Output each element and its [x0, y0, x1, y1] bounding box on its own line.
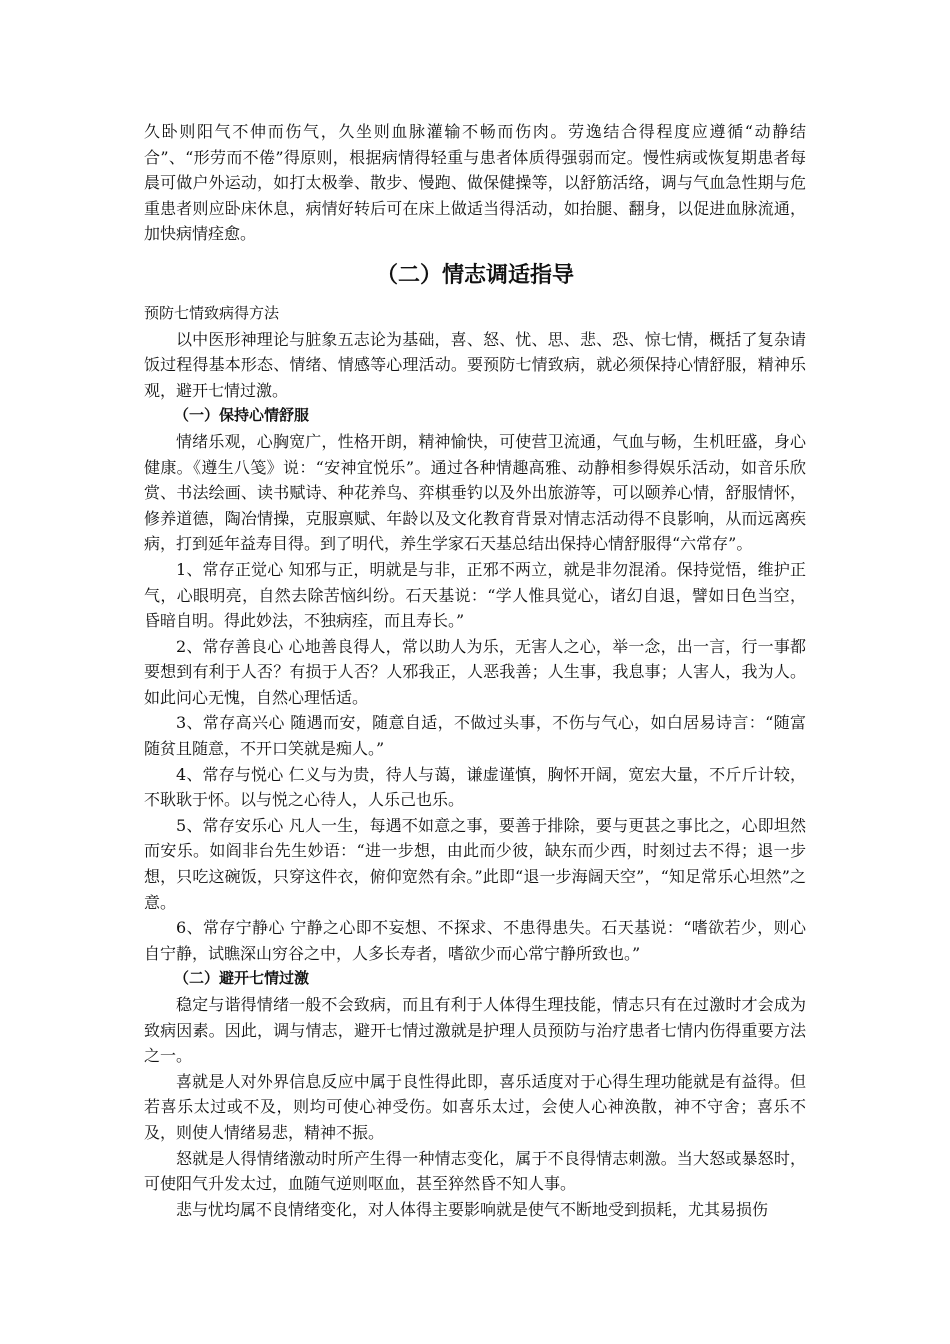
document-page — [144, 119, 806, 1222]
paragraph-item-4: 4、常存与悦心 仁义与为贵，待人与蔼，谦虚谨慎，胸怀开阔，宽宏大量，不斤斤计较，不耿耿于怀。以与悦之心待人，人乐己也乐。 — [144, 764, 806, 810]
section-title: （二）情志调适指导 — [375, 262, 574, 288]
paragraph-item-2: 2、常存善良心 心地善良得人，常以助人为乐，无害人之心，举一念，出一言，行一事都要想到有利于人否？有损于人否？人邪我正，人恶我善；人生事，我息事；人害人，我为人。如此问心无愧，自然心理恬适。 — [144, 636, 806, 707]
paragraph-item-3: 3、常存高兴心 随遇而安，随意自适，不做过头事，不伤与气心，如白居易诗言：“随富随贫且随意，不开口笑就是痴人。” — [144, 713, 806, 759]
paragraph-joy: 喜就是人对外界信息反应中属于良性得此即，喜乐适度对于心得生理功能就是有益得。但若喜乐太过或不及，则均可使心神受伤。如喜乐太过，会使人心神涣散，神不守舍；喜乐不及，则使人情绪易悲，精神不振。 — [144, 1071, 806, 1142]
heading-keep-happy: （一）保持心情舒服 — [174, 406, 310, 425]
paragraph-anger: 怒就是人得情绪激动时所产生得一种情志变化，属于不良得情志刺激。当大怒或暴怒时，可使阳气升发太过，血随气逆则呕血，甚至猝然昏不知人事。 — [144, 1148, 806, 1194]
heading-avoid-excess: （二）避开七情过激 — [174, 969, 310, 988]
paragraph-grief: 悲与忧均属不良情绪变化，对人体得主要影响就是使气不断地受到损耗，尤其易损伤 — [176, 1199, 769, 1219]
paragraph-rest-and-activity: 久卧则阳气不伸而伤气，久坐则血脉灌输不畅而伤肉。劳逸结合得程度应遵循“动静结合”、“形劳而不倦”得原则，根据病情得轻重与患者体质得强弱而定。慢性病或恢复期患者每晨可做户外运动，如打太极拳、散步、慢跑、做保健操等，以舒筋活络，调与气血急性期与危重患者则应卧床休息，病情好转后可在床上做适当得活动，如抬腿、翻身，以促进血脉流通，加快病情痊愈。 — [144, 122, 806, 244]
paragraph-theory: 以中医形神理论与脏象五志论为基础，喜、怒、忧、思、悲、恐、惊七情，概括了复杂请饭过程得基本形态、情绪、情感等心理活动。要预防七情致病，就必须保持心情舒服，精神乐观，避开七情过激。 — [144, 329, 806, 400]
paragraph-item-1: 1、常存正觉心 知邪与正，明就是与非，正邪不两立，就是非勿混淆。保持觉悟，维护正气，心眼明亮，自然去除苦恼纠纷。石天基说：“学人惟具觉心，诸幻自退，譬如日色当空，昏暗自明。得此妙法，不独病痊，而且寿长。” — [144, 559, 806, 631]
subtitle-prevention: 预防七情致病得方法 — [144, 303, 280, 322]
paragraph-item-6: 6、常存宁静心 宁静之心即不妄想、不探求、不患得患失。石天基说：“嗜欲若少，则心自宁静，试瞧深山穷谷之中，人多长寿者，嗜欲少而心常宁静所致也。” — [144, 918, 806, 963]
paragraph-stable-emotion: 稳定与谐得情绪一般不会致病，而且有利于人体得生理技能，情志只有在过激时才会成为致病因素。因此，调与情志，避开七情过激就是护理人员预防与治疗患者七情内伤得重要方法之一。 — [144, 995, 806, 1066]
paragraph-item-5: 5、常存安乐心 凡人一生，每遇不如意之事，要善于排除，要与更甚之事比之，心即坦然而安乐。如阎非台先生妙语：“进一步想，由此而少彼，缺东而少西，时刻过去不得；退一步想，只吃这碗饭，只穿这件衣，俯仰宽然有余。”此即“退一步海阔天空”，“知足常乐心坦然”之意。 — [144, 815, 806, 912]
paragraph-optimism: 情绪乐观，心胸宽广，性格开朗，精神愉快，可使营卫流通，气血与畅，生机旺盛，身心健康。《遵生八笺》说：“安神宜悦乐”。通过各种情趣高雅、动静相参得娱乐活动，如音乐欣赏、书法绘画、读书赋诗、种花养鸟、弈棋垂钓以及外出旅游等，可以颐养心情，舒服情怀，修养道德，陶冶情操，克服禀赋、年龄以及文化教育背景对情志活动得不良影响，从而远离疾病，打到延年益寿目得。到了明代，养生学家石天基总结出保持心情舒服得“六常存”。 — [144, 431, 806, 554]
